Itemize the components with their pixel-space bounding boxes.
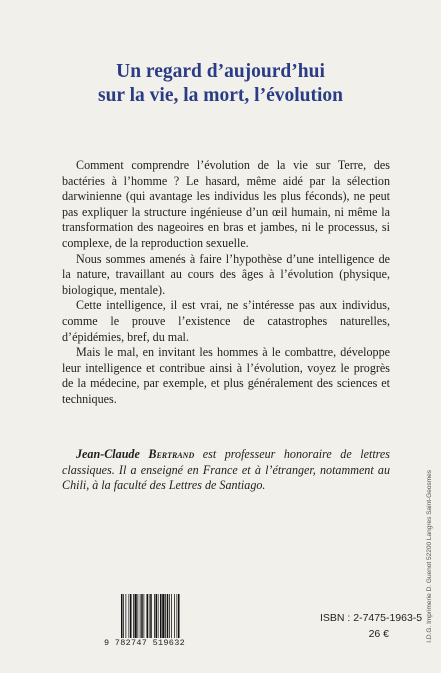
price-label: 26 € xyxy=(368,628,389,640)
blurb-paragraph-1: Comment comprendre l’évolution de la vie sur Terre, des bactéries à l’homme ? Le hasard, même aidé par la sélection darwinienne (qui avantage les individus les plus féconds), ne peut pas expliquer la structure ingénieuse d’un œil humain, ni même la transformation des nageoires en bras et jambes, ni le processus, si complexe, de la reproduction sexuelle. xyxy=(62,158,390,250)
author-last-name: Bertrand xyxy=(148,447,195,461)
title-line-1: Un regard d’aujourd’hui xyxy=(116,61,325,82)
blurb-paragraph-4: Mais le mal, en invitant les hommes à le combattre, développe leur intelligence et contribue ainsi à l’évolution, voyez le progrès de la médecine, par exemple, et plus généralement des sciences et techniques. xyxy=(62,345,390,406)
author-bio xyxy=(62,447,390,494)
isbn-label: ISBN : 2-7475-1963-5 xyxy=(320,612,423,624)
barcode-number: 9 782747 519632 xyxy=(104,638,186,648)
book-title xyxy=(0,60,441,108)
author-bio-text xyxy=(62,447,390,494)
author-first-name: Jean-Claude xyxy=(76,447,140,461)
blurb-paragraph-2: Nous sommes amenés à faire l’hypothèse d’une intelligence de la nature, travaillant au cours des âges à l’évolution (physique, biologique, mentale). xyxy=(62,251,390,297)
printer-note: I.D.G. Imprimerie D. Guenot 52200 Langres Saint-Geosmes xyxy=(426,470,433,643)
blurb-paragraph-3: Cette intelligence, il est vrai, ne s’intéresse pas aux individus, comme le prouve l’existence de catastrophes naturelles, d’épidémies, bref, du mal. xyxy=(62,298,390,344)
title-line-2: sur la vie, la mort, l’évolution xyxy=(98,85,343,106)
blurb xyxy=(62,158,390,408)
author-bio-body: est professeur honoraire de lettres classiques. Il a enseigné en France et à l’étranger, notamment au Chili, à la faculté des Lettres de Santiago. xyxy=(62,447,391,493)
